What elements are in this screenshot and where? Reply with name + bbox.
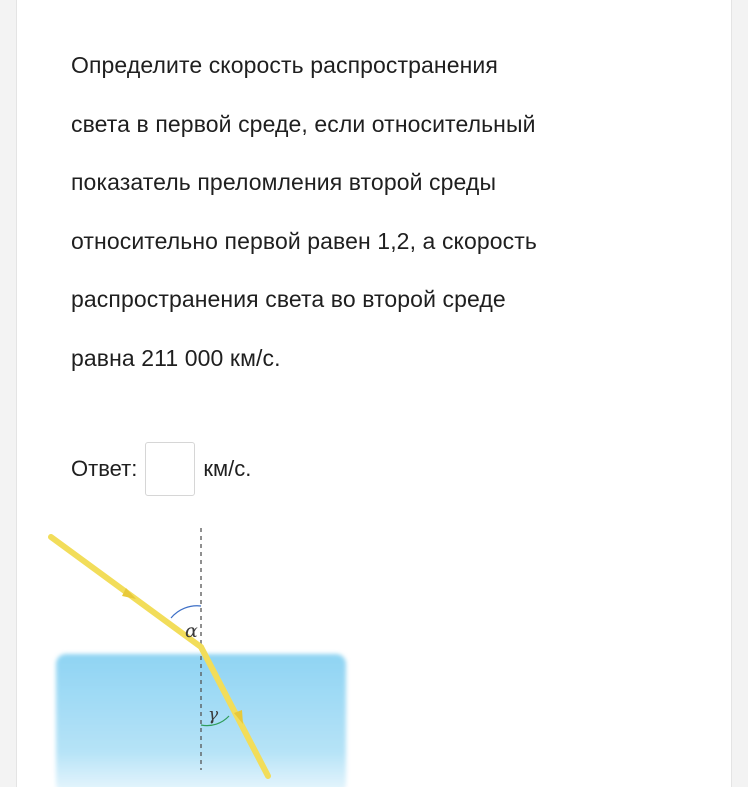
answer-label: Ответ: (71, 456, 138, 481)
answer-input[interactable] (145, 442, 195, 496)
question-line-5: распространения света во второй среде (71, 286, 506, 312)
refraction-figure (40, 520, 370, 787)
alpha-symbol: α (185, 620, 198, 642)
gamma-symbol: γ (208, 705, 219, 725)
answer-unit: км/с. (203, 456, 252, 481)
question-line-1: Определите скорость распространения (71, 52, 498, 78)
refraction-diagram (40, 520, 370, 787)
question-text (71, 46, 631, 397)
left-page-border (0, 0, 17, 787)
alpha-angle-arc (171, 606, 201, 618)
answer-row (71, 441, 251, 497)
right-page-border (731, 0, 748, 787)
question-line-4: относительно первой равен 1,2, а скорость (71, 227, 537, 254)
question-line-2: света в первой среде, если относительный (71, 110, 536, 137)
question-line-6: равна 211 000 км/с. (71, 344, 281, 371)
question-line-3: показатель преломления второй среды (71, 169, 497, 195)
